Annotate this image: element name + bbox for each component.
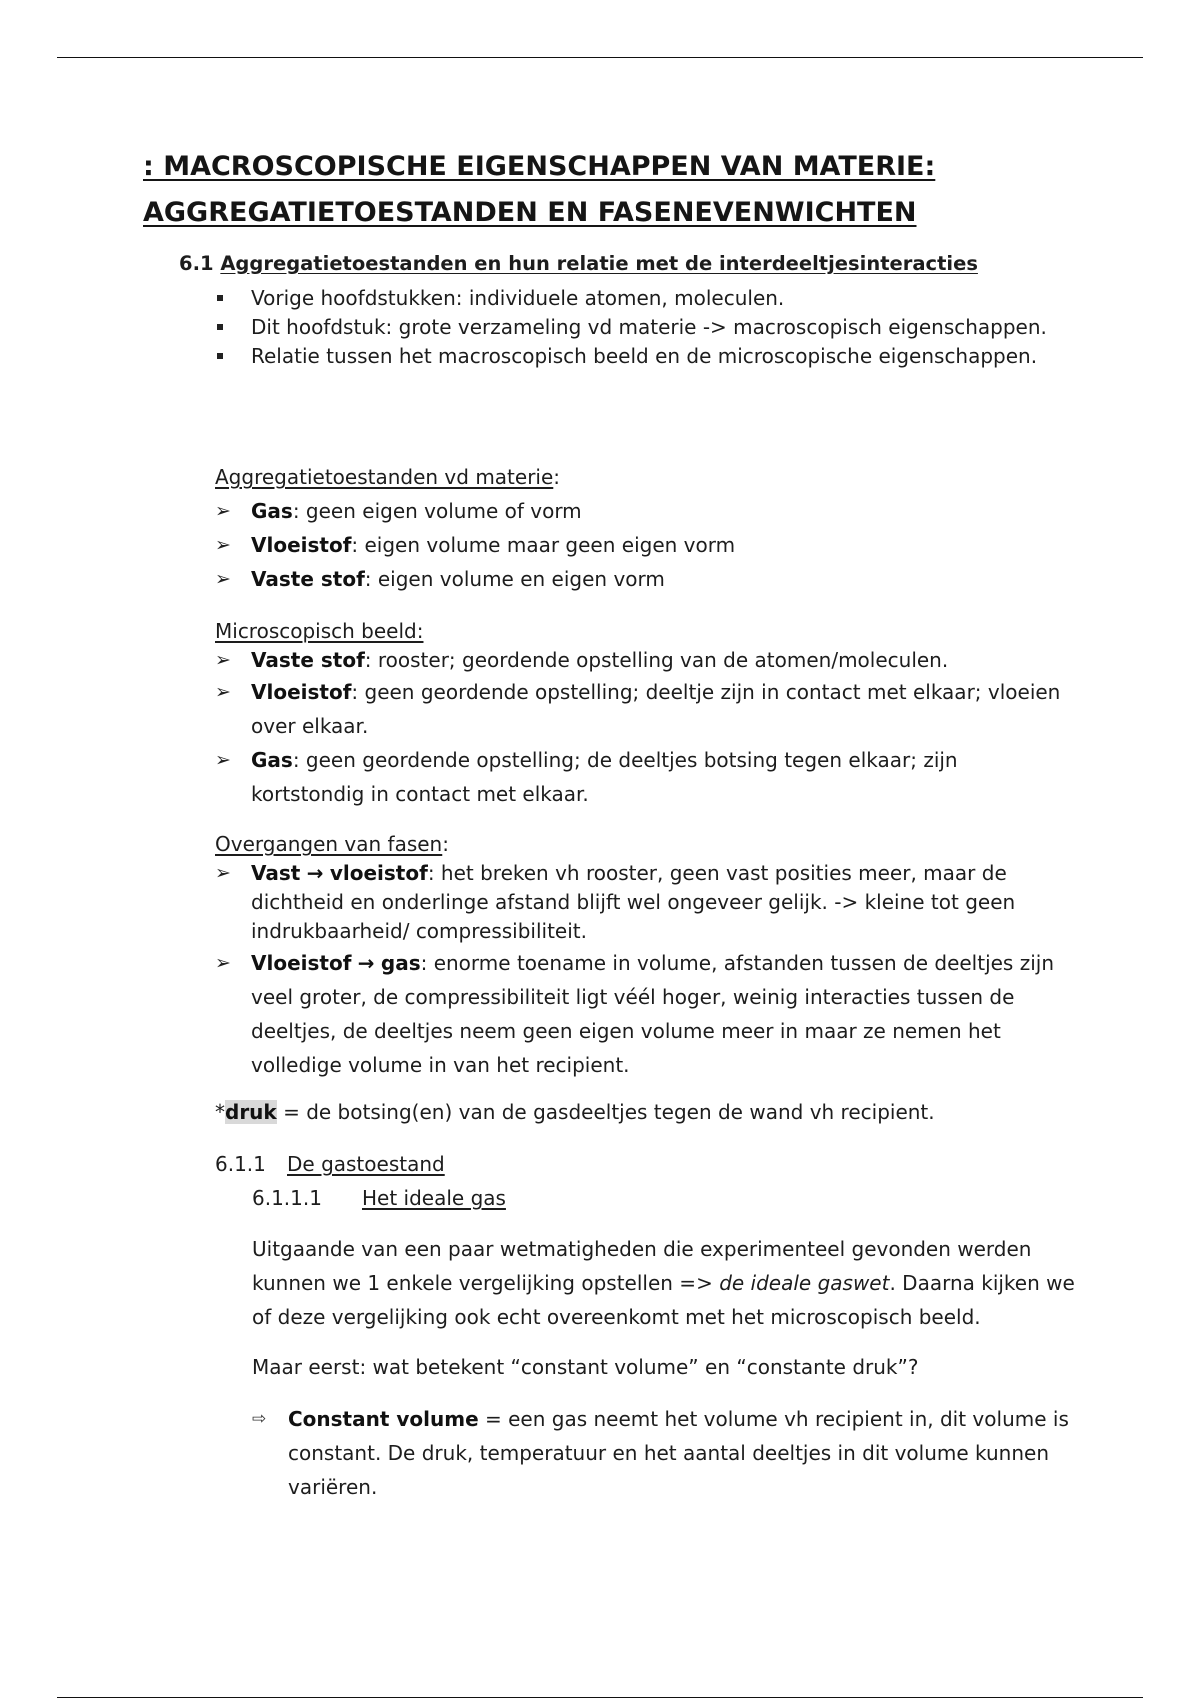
- section-number: 6.1: [179, 252, 214, 275]
- microscopic-view-heading: Microscopisch beeld:: [215, 619, 424, 643]
- list-item: ➢ Gas: geen geordende opstelling; de deeltjes botsing tegen elkaar; zijn kortstondig in contact met elkaar.: [215, 743, 1075, 811]
- list-item: ➢ Vaste stof: eigen volume en eigen vorm: [215, 562, 1075, 596]
- intro-bullet-list: [215, 284, 1075, 371]
- phase-transitions-heading: Overgangen van fasen:: [215, 832, 449, 856]
- pressure-definition: *druk = de botsing(en) van de gasdeeltjes tegen de wand vh recipient.: [215, 1100, 935, 1124]
- section-6-1-1-heading: 6.1.1 De gastoestand: [215, 1152, 445, 1176]
- list-item: ➢ Gas: geen eigen volume of vorm: [215, 494, 1075, 528]
- list-item: ➢ Vaste stof: rooster; geordende opstelling van de atomen/moleculen.: [215, 646, 1075, 675]
- constant-volume-item: ⇨ Constant volume = een gas neemt het volume vh recipient in, dit volume is constant. De druk, temperatuur en het aantal deeltjes in dit volume kunnen variëren.: [252, 1402, 1092, 1504]
- right-arrow-icon: →: [306, 861, 324, 885]
- arrow-bullet-icon: ➢: [215, 862, 231, 884]
- highlighted-term: druk: [225, 1100, 277, 1124]
- list-item: Dit hoofdstuk: grote verzameling vd materie -> macroscopisch eigenschappen.: [215, 313, 1075, 342]
- phase-transitions-block: [215, 830, 1075, 1082]
- question-paragraph: Maar eerst: wat betekent “constant volume” en “constante druk”?: [252, 1355, 919, 1379]
- list-item: ➢ Vast → vloeistof: het breken vh rooster, geen vast posities meer, maar de dichtheid en onderlinge afstand blijft wel ongeveer gelijk. -> kleine tot geen indrukbaarheid/ compressibiliteit.: [215, 861, 1016, 943]
- outline-arrow-icon: ⇨: [252, 1409, 267, 1429]
- arrow-bullet-icon: ➢: [215, 952, 231, 974]
- list-item: Vorige hoofdstukken: individuele atomen, moleculen.: [215, 284, 1075, 313]
- arrow-bullet-icon: ➢: [215, 500, 231, 522]
- arrow-bullet-icon: ➢: [215, 534, 231, 556]
- top-rule: [57, 57, 1143, 58]
- list-item: Relatie tussen het macroscopisch beeld en de microscopische eigenschappen.: [215, 342, 1075, 371]
- aggregation-states-block: [215, 460, 1075, 596]
- page-title-line-1: : MACROSCOPISCHE EIGENSCHAPPEN VAN MATERIE:: [143, 151, 936, 182]
- arrow-bullet-icon: ➢: [215, 568, 231, 590]
- bottom-rule: [57, 1697, 1143, 1698]
- list-item: ➢ Vloeistof: geen geordende opstelling; deeltje zijn in contact met elkaar; vloeien over elkaar.: [215, 675, 1075, 743]
- aggregation-states-heading: Aggregatietoestanden vd materie:: [215, 465, 561, 489]
- page-title-line-2: AGGREGATIETOESTANDEN EN FASENEVENWICHTEN: [143, 197, 917, 228]
- right-arrow-icon: →: [357, 951, 375, 975]
- list-item: ➢ Vloeistof: eigen volume maar geen eigen vorm: [215, 528, 1075, 562]
- arrow-bullet-icon: ➢: [215, 681, 231, 703]
- list-item: ➢ Vloeistof → gas: enorme toename in volume, afstanden tussen de deeltjes zijn veel groter, de compressibiliteit ligt véél hoger, weinig interacties tussen de deeltjes, de deeltjes neem geen eigen volume meer in maar ze nemen het volledige volume in van het recipient.: [215, 946, 1075, 1082]
- microscopic-view-block: [215, 617, 1075, 811]
- ideal-gas-paragraph: Uitgaande van een paar wetmatigheden die experimenteel gevonden werden kunnen we 1 enkele vergelijking opstellen => de ideale gaswet. Daarna kijken we of deze vergelijking ook echt overeenkomt met het microscopisch beeld.: [252, 1237, 1075, 1329]
- section-title: Aggregatietoestanden en hun relatie met de interdeeltjesinteracties: [220, 252, 978, 275]
- section-6-1-1-1-heading: 6.1.1.1 Het ideale gas: [252, 1186, 506, 1210]
- arrow-bullet-icon: ➢: [215, 649, 231, 671]
- page-title: [143, 144, 1143, 236]
- arrow-bullet-icon: ➢: [215, 749, 231, 771]
- section-6-1-heading: [179, 251, 978, 277]
